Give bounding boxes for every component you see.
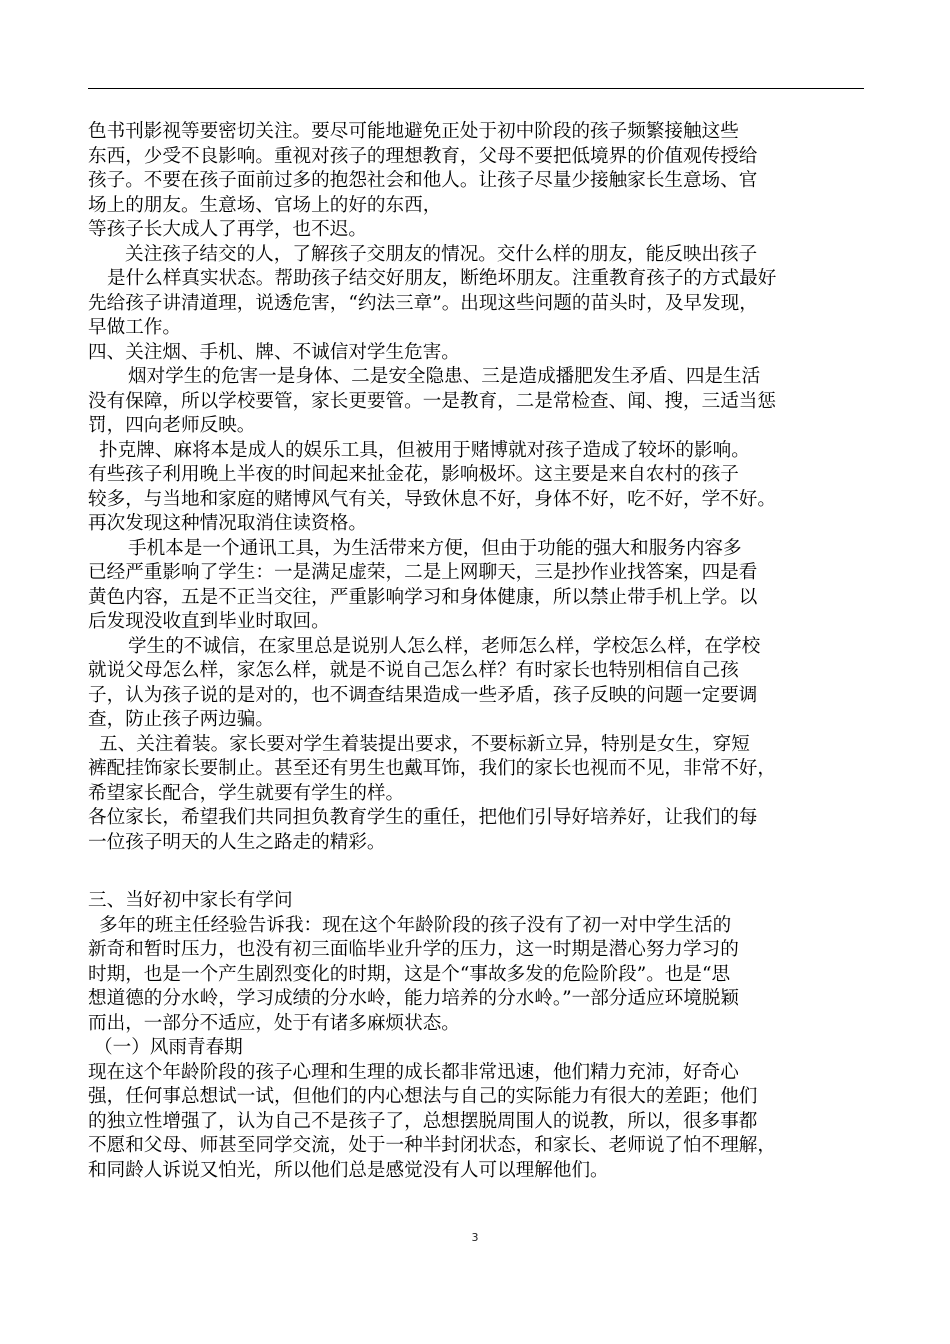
text-line: 学生的不诚信，在家里总是说别人怎么样，老师怎么样，学校怎么样，在学校 (128, 635, 761, 657)
text-line: 烟对学生的危害一是身体、二是安全隐患、三是造成播肥发生矛盾、四是生活 (128, 366, 761, 387)
text-line: 想道德的分水岭，学习成绩的分水岭，能力培养的分水岭。”一部分适应环境脱颖 (88, 988, 739, 1009)
text-line: 孩子。不要在孩子面前过多的抱怨社会和他人。让孩子尽量少接触家长生意场、官 (88, 170, 758, 191)
text-line: 东西，少受不良影响。重视对孩子的理想教育，父母不要把低境界的价值观传授给 (88, 145, 758, 167)
text-line: 扑克牌、麻将本是成人的娱乐工具，但被用于赌博就对孩子造成了较坏的影响。 (99, 439, 750, 461)
paragraph-phones (88, 537, 868, 635)
text-line: 色书刊影视等要密切关注。要尽可能地避免正处于初中阶段的孩子频繁接触这些 (88, 121, 739, 142)
text-line: 黄色内容，五是不正当交往，严重影响学习和身体健康，所以禁止带手机上学。以 (88, 586, 758, 608)
paragraph-closing (88, 806, 868, 855)
text-line: 是什么样真实状态。帮助孩子结交好朋友，断绝坏朋友。注重教育孩子的方式最好 (107, 268, 777, 289)
section-heading-four: 四、关注烟、手机、牌、不诚信对学生危害。 (88, 341, 460, 363)
text-line: 五、关注着装。家长要对学生着装提出要求，不要标新立异，特别是女生，穿短 (99, 733, 750, 755)
paragraph-clothing (88, 733, 868, 807)
text-line: 查，防止孩子两边骗。 (88, 709, 274, 730)
paragraph-friends (88, 243, 868, 341)
text-line: 一位孩子明天的人生之路走的精彩。 (88, 831, 386, 853)
text-line: 新奇和暂时压力，也没有初三面临毕业升学的压力，这一时期是潜心努力学习的 (88, 939, 739, 960)
paragraph-experience (88, 914, 868, 1037)
text-line: 没有保障，所以学校要管，家长更要管。一是教育，二是常检查、闻、搜，三适当惩 (88, 390, 776, 412)
text-line: 子，认为孩子说的是对的，也不调查结果造成一些矛盾，孩子反映的问题一定要调 (88, 684, 758, 706)
paragraph-smoking (88, 365, 868, 439)
text-line: 有些孩子利用晚上半夜的时间起来扯金花，影响极坏。这主要是来自农村的孩子 (88, 464, 739, 485)
section-heading-three: 三、当好初中家长有学问 (88, 890, 293, 911)
text-line: 手机本是一个通讯工具，为生活带来方便，但由于功能的强大和服务内容多 (128, 537, 742, 559)
text-line: 强，任何事总想试一试，但他们的内心想法与自己的实际能力有很大的差距；他们 (88, 1086, 758, 1107)
text-line: 已经严重影响了学生：一是满足虚荣，二是上网聊天，三是抄作业找答案，四是看 (88, 562, 758, 583)
text-line: 各位家长，希望我们共同担负教育学生的重任，把他们引导好培养好，让我们的每 (88, 807, 758, 828)
text-line: 关注孩子结交的人，了解孩子交朋友的情况。交什么样的朋友，能反映出孩子 (125, 243, 758, 265)
text-line: 时期，也是一个产生剧烈变化的时期，这是个“事故多发的危险阶段”。也是“思 (88, 963, 731, 985)
paragraph-gambling (88, 439, 868, 537)
subheading-adolescence: （一）风雨青春期 (94, 1037, 243, 1058)
text-line: 早做工作。 (88, 317, 181, 338)
paragraph-adolescence (88, 1061, 868, 1184)
header-rule (88, 88, 864, 89)
text-line: 不愿和父母、师甚至同学交流，处于一种半封闭状态，和家长、老师说了怕不理解， (88, 1135, 776, 1156)
text-line: 较多，与当地和家庭的赌博风气有关，导致休息不好，身体不好，吃不好，学不好。 (88, 488, 776, 510)
text-line: 再次发现这种情况取消住读资格。 (88, 513, 367, 534)
page-number: 3 (471, 1231, 479, 1244)
paragraph-media-caution (88, 120, 868, 243)
section-spacer (88, 855, 868, 889)
text-line: 就说父母怎么样，家怎么样，就是不说自己怎么样？有时家长也特别相信自己孩 (88, 660, 739, 681)
text-line: 场上的朋友。生意场、官场上的好的东西， (88, 194, 442, 216)
text-line: 多年的班主任经验告诉我：现在这个年龄阶段的孩子没有了初一对中学生活的 (99, 914, 732, 936)
text-line: 和同龄人诉说又怕光，所以他们总是感觉没有人可以理解他们。 (88, 1159, 609, 1181)
text-line: 现在这个年龄阶段的孩子心理和生理的成长都非常迅速，他们精力充沛，好奇心 (88, 1061, 739, 1083)
text-line: 罚，四向老师反映。 (88, 415, 256, 436)
text-line: 先给孩子讲清道理，说透危害，“约法三章”。出现这些问题的苗头时，及早发现， (88, 292, 758, 314)
document-body (88, 120, 868, 1183)
text-line: 的独立性增强了，认为自己不是孩子了，总想摆脱周围人的说教，所以，很多事都 (88, 1110, 758, 1132)
text-line: 希望家长配合，学生就要有学生的样。 (88, 782, 405, 804)
text-line: 而出，一部分不适应，处于有诸多麻烦状态。 (88, 1012, 460, 1034)
paragraph-honesty (88, 635, 868, 733)
text-line: 等孩子长大成人了再学，也不迟。 (88, 219, 367, 240)
text-line: 裤配挂饰家长要制止。甚至还有男生也戴耳饰，我们的家长也视而不见，非常不好， (88, 758, 776, 779)
text-line: 后发现没收直到毕业时取回。 (88, 611, 330, 632)
